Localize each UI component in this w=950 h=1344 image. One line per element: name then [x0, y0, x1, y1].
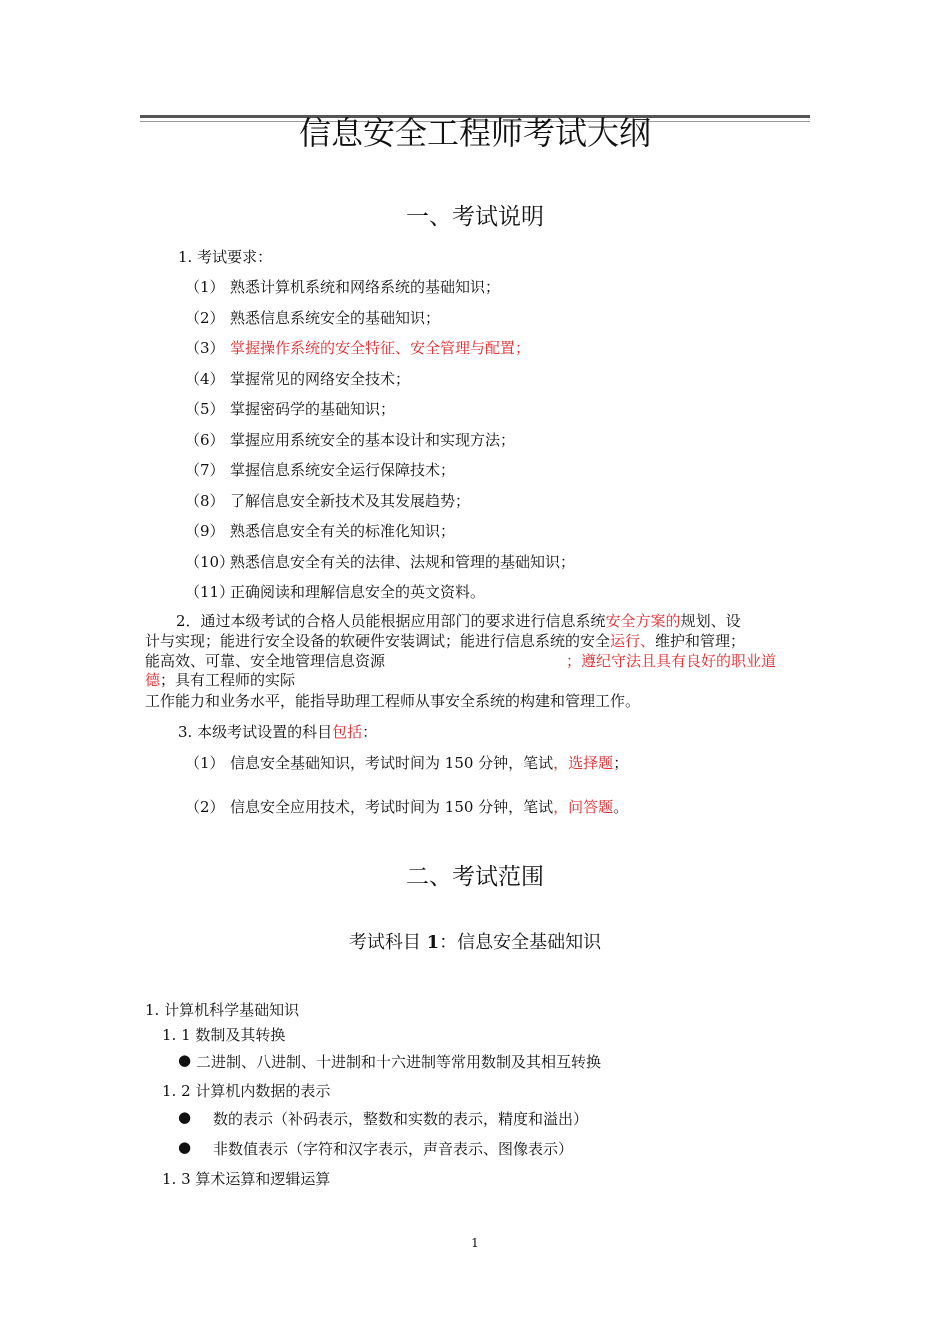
section-heading-2: 二、考试范围	[406, 864, 544, 890]
req-num: （3）	[185, 339, 225, 357]
req-num: （1）	[185, 278, 225, 296]
req-text: 掌握信息系统安全运行保障技术；	[230, 461, 456, 479]
bullet-icon: ●	[178, 1108, 192, 1126]
para2-line2: 计与实现；能进行安全设备的软硬件安装调试；能进行信息系统的安全运行、维护和管理；	[145, 632, 746, 650]
req-num: （5）	[185, 400, 225, 418]
req-text: 熟悉信息系统安全的基础知识；	[230, 309, 441, 327]
para2-line3a: 能高效、可靠、安全地管理信息资源	[145, 652, 386, 670]
bullet-icon: ●	[178, 1051, 192, 1069]
subject-text: 信息安全应用技术，考试时间为 150 分钟，笔试，问答题。	[230, 798, 629, 816]
req-num: （2）	[185, 309, 225, 327]
para2-line1: 2．通过本级考试的合格人员能根据应用部门的要求进行信息系统安全方案的规划、设	[176, 612, 741, 630]
document-title: 信息安全工程师考试大纲	[298, 114, 651, 152]
req-num: （11）	[185, 583, 235, 601]
page-number: 1	[471, 1236, 479, 1250]
req-text: 掌握密码学的基础知识；	[230, 400, 396, 418]
req-text: 掌握常见的网络安全技术；	[230, 370, 411, 388]
req-num: （4）	[185, 370, 225, 388]
subject-heading: 考试科目 1：信息安全基础知识	[348, 932, 602, 953]
para2-line3b: ；遵纪守法且具有良好的职业道	[566, 652, 777, 670]
subject-num: （1）	[185, 754, 225, 772]
outline-section: 1. 计算机科学基础知识	[145, 1001, 300, 1019]
bullet-icon: ●	[178, 1138, 192, 1156]
outline-bullet-text: 数的表示（补码表示，整数和实数的表示，精度和溢出）	[213, 1110, 589, 1128]
requirements-heading: 1. 考试要求：	[178, 248, 273, 266]
req-text-highlight: 掌握操作系统的安全特征、安全管理与配置；	[230, 339, 531, 357]
req-text: 熟悉信息安全有关的标准化知识；	[230, 522, 456, 540]
req-num: （6）	[185, 431, 225, 449]
req-num: （8）	[185, 492, 225, 510]
subject-text: 信息安全基础知识，考试时间为 150 分钟，笔试，选择题；	[230, 754, 629, 772]
req-text: 掌握应用系统安全的基本设计和实现方法；	[230, 431, 516, 449]
outline-subsection: 1. 2 计算机内数据的表示	[162, 1082, 331, 1100]
req-num: （9）	[185, 522, 225, 540]
para3: 3. 本级考试设置的科目包括：	[178, 723, 378, 741]
outline-bullet-text: 非数值表示（字符和汉字表示，声音表示、图像表示）	[213, 1140, 574, 1158]
req-num: （10）	[185, 553, 235, 571]
outline-subsection: 1. 1 数制及其转换	[162, 1026, 286, 1044]
req-text: 熟悉计算机系统和网络系统的基础知识；	[230, 278, 501, 296]
para2-line5: 工作能力和业务水平，能指导助理工程师从事安全系统的构建和管理工作。	[145, 692, 641, 710]
section-heading-1: 一、考试说明	[406, 204, 544, 230]
req-text: 正确阅读和理解信息安全的英文资料。	[230, 583, 486, 601]
subject-num: （2）	[185, 798, 225, 816]
req-text: 了解信息安全新技术及其发展趋势；	[230, 492, 471, 510]
para2-line4: 德；具有工程师的实际	[145, 671, 296, 689]
req-num: （7）	[185, 461, 225, 479]
outline-bullet-text: 二进制、八进制、十进制和十六进制等常用数制及其相互转换	[196, 1053, 602, 1071]
req-text: 熟悉信息安全有关的法律、法规和管理的基础知识；	[230, 553, 576, 571]
outline-subsection: 1. 3 算术运算和逻辑运算	[162, 1170, 331, 1188]
